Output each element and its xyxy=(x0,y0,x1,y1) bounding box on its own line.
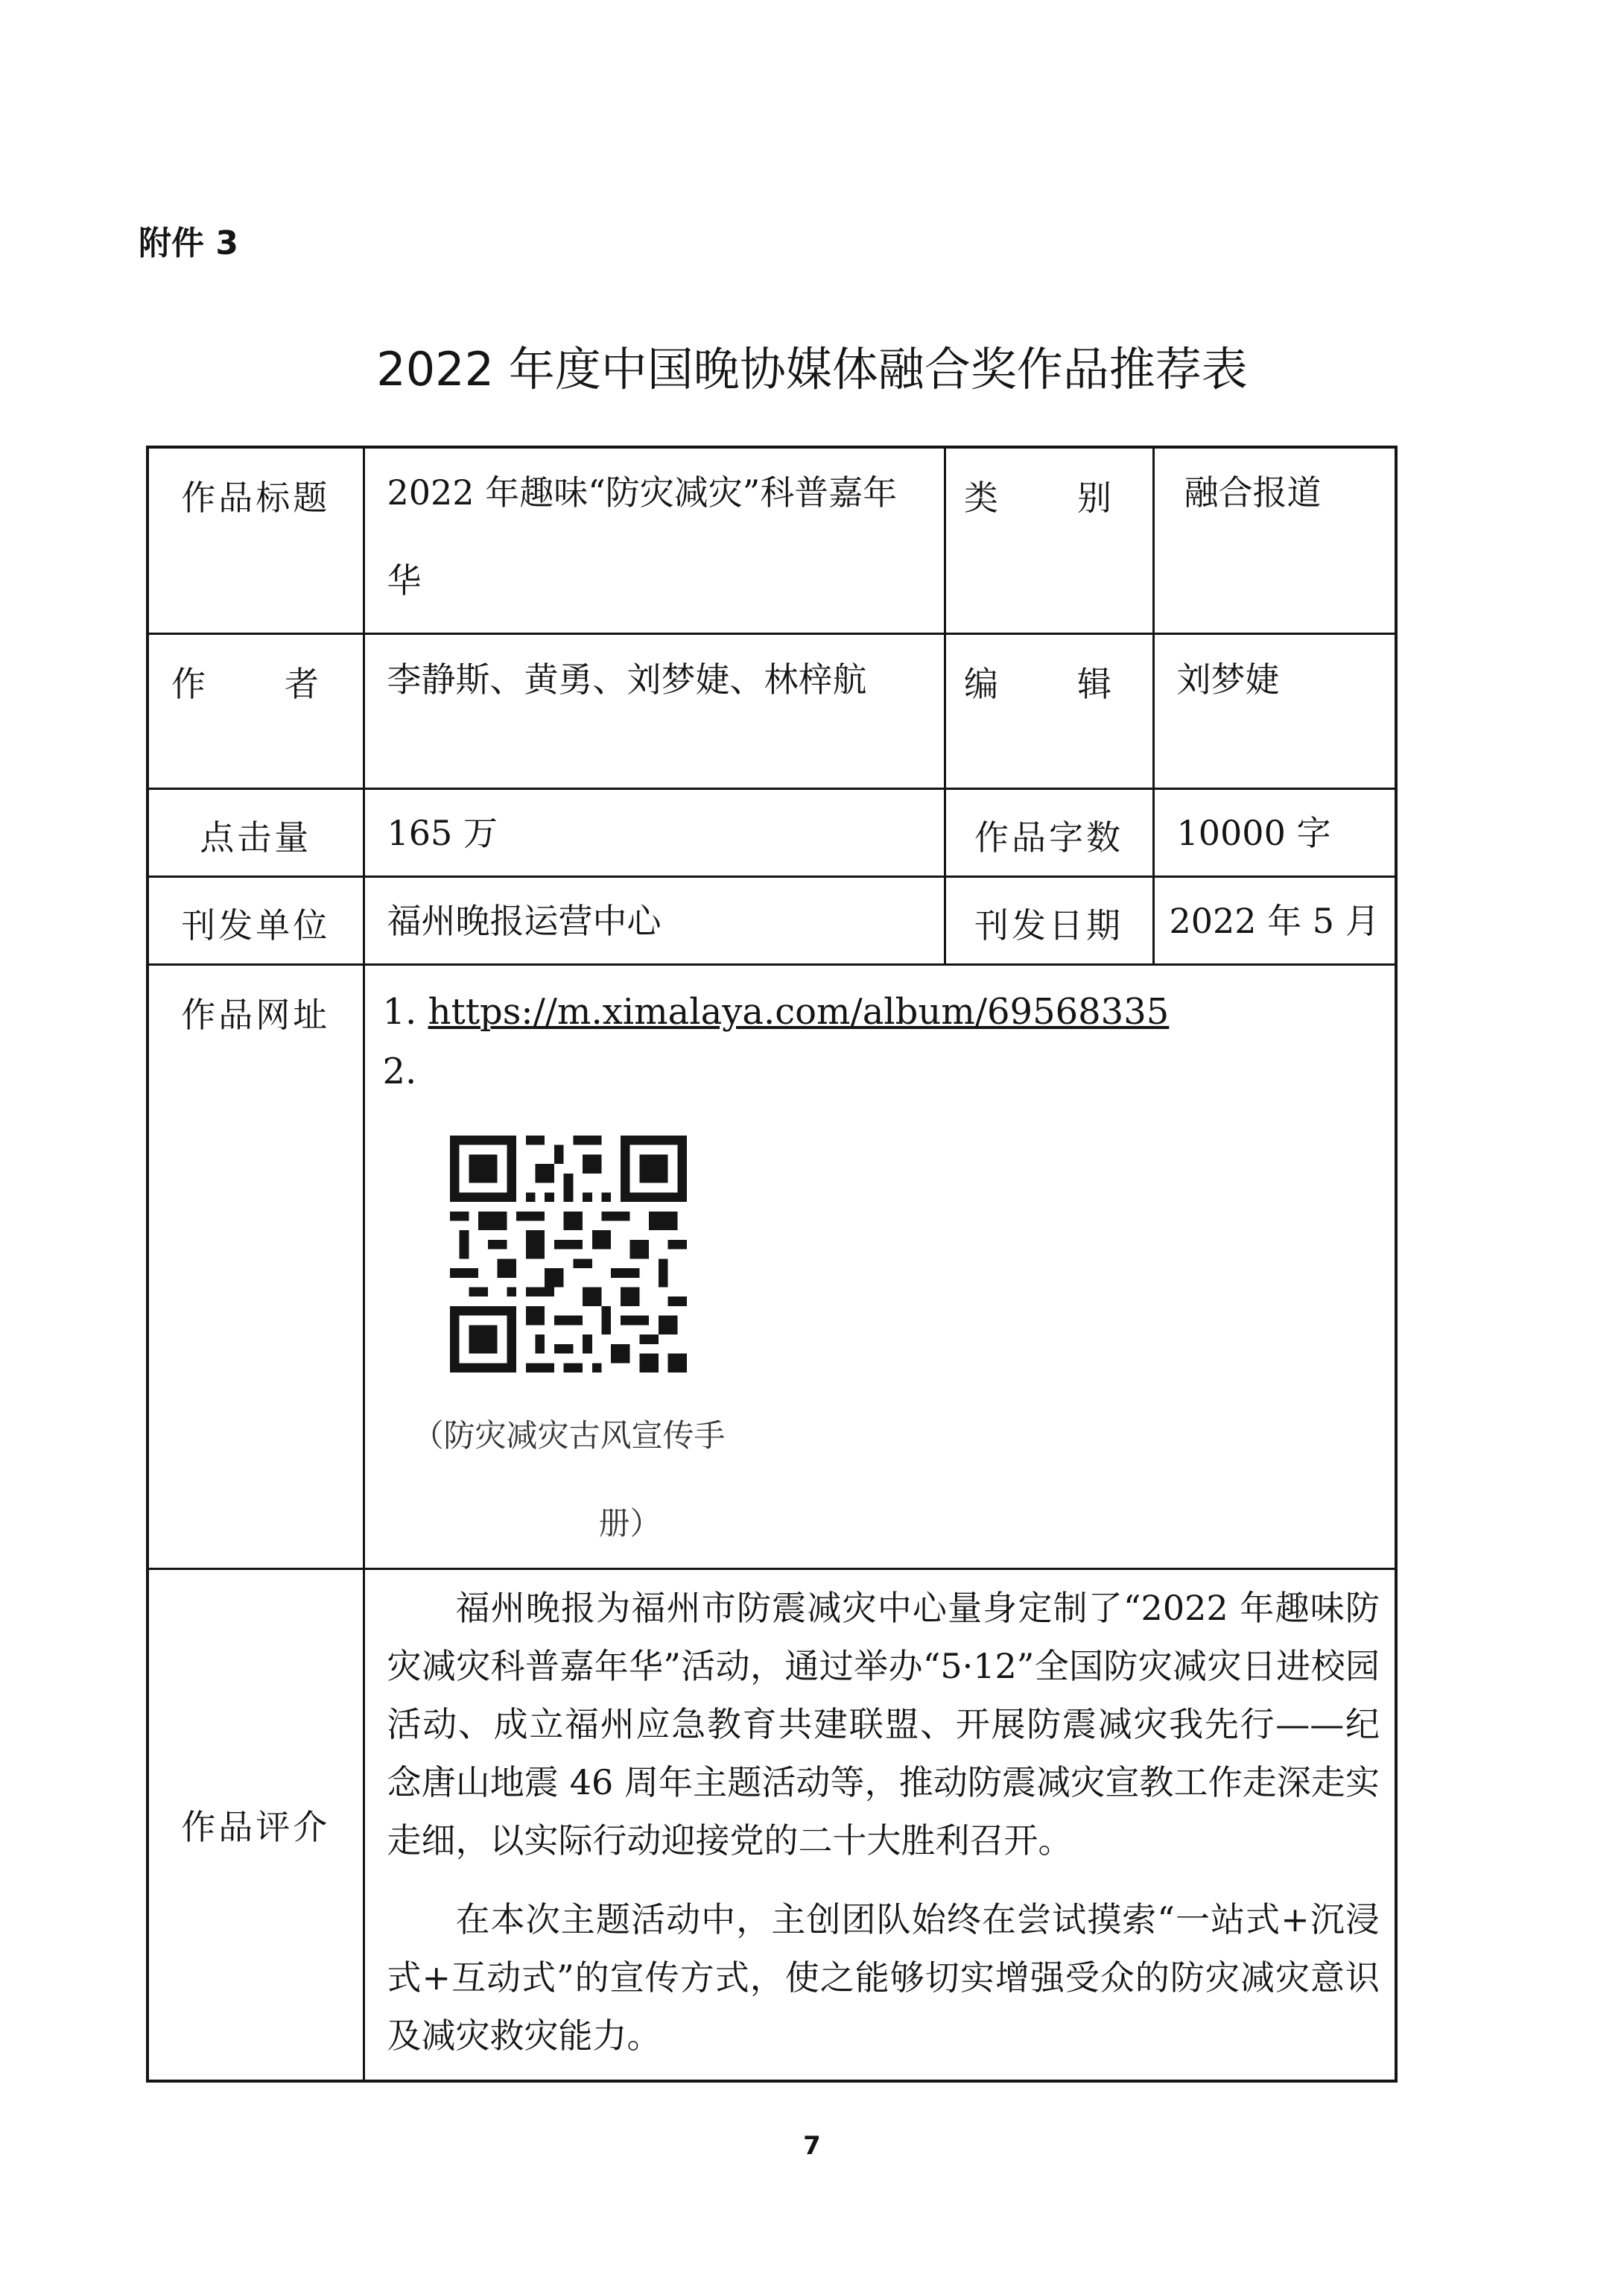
clicks-value: 165 万 xyxy=(364,788,945,876)
editor-label: 编 辑 xyxy=(945,633,1153,788)
row-author xyxy=(148,633,1396,788)
qr-code-image xyxy=(450,1136,687,1372)
url-link[interactable]: https://m.ximalaya.com/album/69568335 xyxy=(428,990,1170,1033)
publish-date-label: 刊发日期 xyxy=(945,876,1153,964)
publish-date-value: 2022 年 5 月 xyxy=(1153,876,1396,964)
qr-caption xyxy=(413,1392,800,1568)
page-number: 7 xyxy=(803,2131,821,2161)
evaluation-paragraph-1: 福州晚报为福州市防震减灾中心量身定制了“2022 年趣味防灾减灾科普嘉年华”活动，通过举办“5·12”全国防灾减灾日进校园活动、成立福州应急教育共建联盟、开展防震减灾我先行——纪念唐山地震 46 周年主题活动等，推动防震减灾宣教工作走深走实走细，以实际行动迎接党的二十大胜利召开。 xyxy=(387,1587,1380,1861)
clicks-label: 点击量 xyxy=(148,788,364,876)
url-item-1-number: 1. xyxy=(382,990,417,1033)
evaluation-label: 作品评介 xyxy=(148,1568,364,2081)
url-item-1 xyxy=(383,982,1380,1042)
row-publisher xyxy=(148,876,1396,964)
urls-label: 作品网址 xyxy=(148,964,364,1568)
evaluation-text xyxy=(364,1568,1396,2081)
work-title-label: 作品标题 xyxy=(148,447,364,633)
qr-caption-line1: （防灾减灾古风宣传手 xyxy=(412,1416,726,1454)
editor-value: 刘梦婕 xyxy=(1153,633,1396,788)
page-title: 2022 年度中国晚协媒体融合奖作品推荐表 xyxy=(376,342,1248,396)
recommendation-form-table xyxy=(146,446,1398,2083)
urls-cell xyxy=(364,964,1396,1568)
publisher-label: 刊发单位 xyxy=(148,876,364,964)
evaluation-paragraph-2: 在本次主题活动中，主创团队始终在尝试摸索“一站式+沉浸式+互动式”的宣传方式，使之能够切实增强受众的防灾减灾意识及减灾救灾能力。 xyxy=(387,1899,1380,2056)
annex-label: 附件 3 xyxy=(139,224,238,262)
word-count-label: 作品字数 xyxy=(945,788,1153,876)
word-count-value: 10000 字 xyxy=(1153,788,1396,876)
publisher-value: 福州晚报运营中心 xyxy=(364,876,945,964)
row-work-title xyxy=(148,447,1396,633)
category-label: 类 别 xyxy=(945,447,1153,633)
row-clicks xyxy=(148,788,1396,876)
author-value: 李静斯、黄勇、刘梦婕、林梓航 xyxy=(364,633,945,788)
author-label: 作 者 xyxy=(148,633,364,788)
row-urls xyxy=(148,964,1396,1568)
category-value: 融合报道 xyxy=(1153,447,1396,633)
qr-caption-line2: 册） xyxy=(598,1504,662,1542)
url-item-2-number: 2. xyxy=(382,1050,417,1092)
row-evaluation xyxy=(148,1568,1396,2081)
work-title-value: 2022 年趣味“防灾减灾”科普嘉年华 xyxy=(364,447,945,633)
